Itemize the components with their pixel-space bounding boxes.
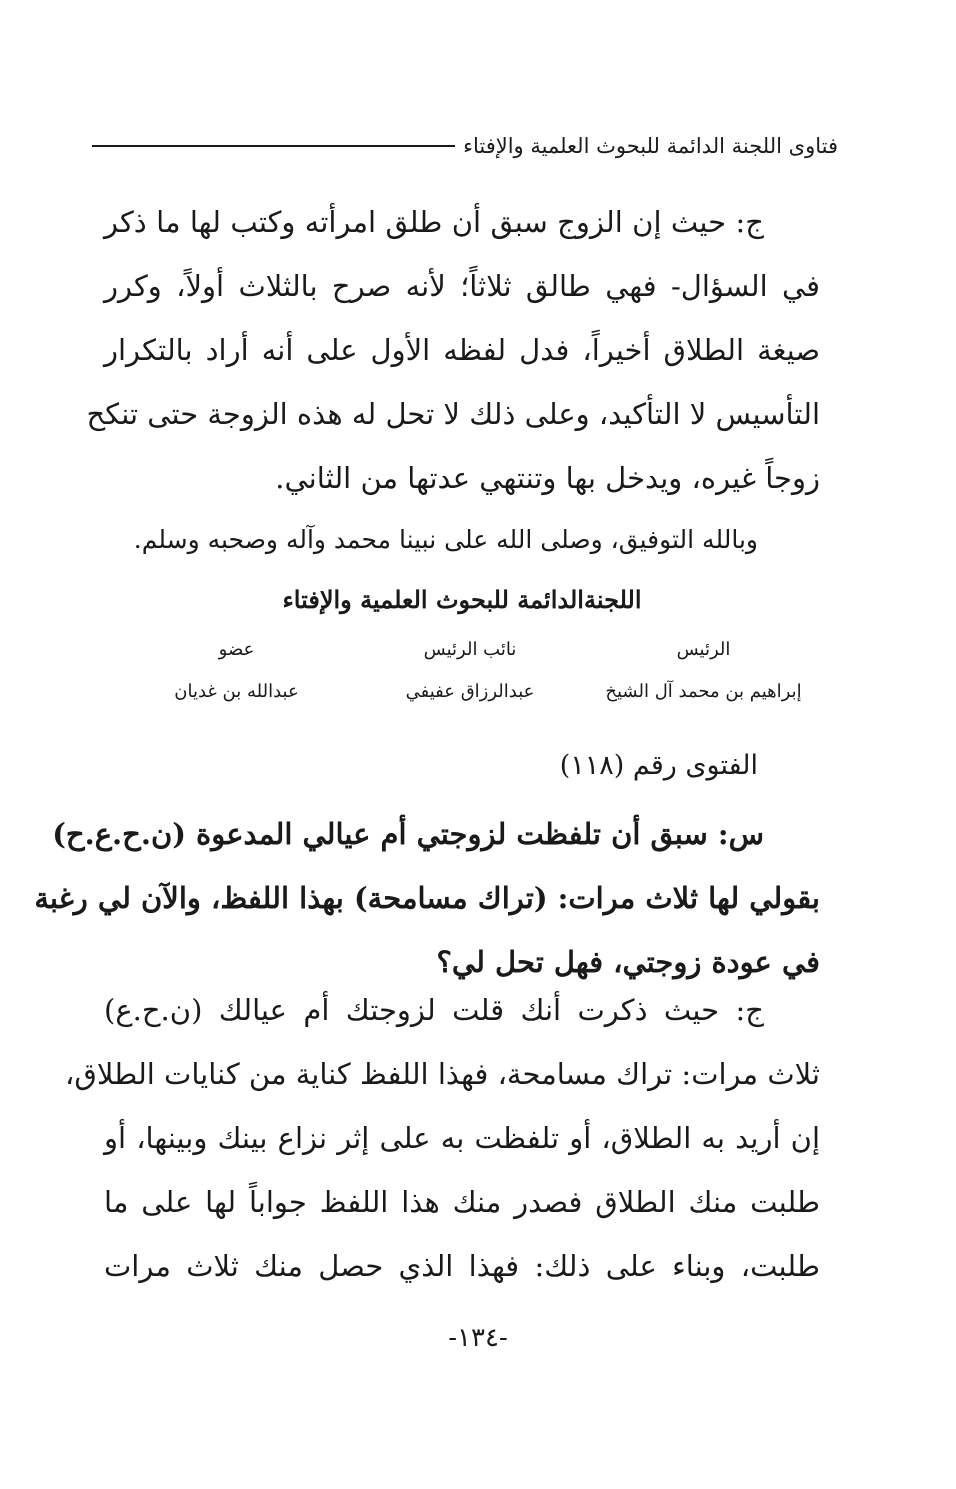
- member-name: عبدالله بن غديان: [174, 681, 299, 702]
- text-line: طلبت، وبناء على ذلك: فهذا الذي حصل منك ثلاث مرات: [104, 1249, 820, 1283]
- signature-titles: [120, 632, 820, 668]
- answer-paragraph-2: [64, 978, 820, 1298]
- text-line: طلبت منك الطلاق فصدر منك هذا اللفظ جواباً لها على ما: [104, 1185, 820, 1219]
- text-line: ج: حيث ذكرت أنك قلت لزوجتك أم عيالك (ن.ح.ع): [104, 993, 764, 1027]
- text-line: صيغة الطلاق أخيراً، فدل لفظه الأول على أنه أراد بالتكرار: [104, 333, 820, 367]
- member-title: عضو: [218, 639, 255, 660]
- text-line: بقولي لها ثلاث مرات: (تراك مسامحة) بهذا اللفظ، والآن لي رغبة: [34, 881, 820, 915]
- header-rule: [92, 145, 455, 147]
- text-line: في السؤال- فهي طالق ثلاثاً؛ لأنه صرح بالثلاث أولاً، وكرر: [104, 269, 820, 303]
- header-title: فتاوى اللجنة الدائمة للبحوث العلمية والإفتاء: [463, 134, 838, 158]
- president-name: إبراهيم بن محمد آل الشيخ: [605, 681, 802, 702]
- text-line: إن أريد به الطلاق، أو تلفظت به على إثر نزاع بينك وبينها، أو: [104, 1121, 820, 1155]
- text-line: ج: حيث إن الزوج سبق أن طلق امرأته وكتب لها ما ذكر: [104, 205, 764, 239]
- question-paragraph: [34, 802, 820, 994]
- page-number: -١٣٤-: [448, 1323, 508, 1353]
- text-line: س: سبق أن تلفظت لزوجتي أم عيالي المدعوة (ن.ح.ع.ح): [52, 817, 764, 851]
- committee-name: اللجنةالدائمة للبحوث العلمية والإفتاء: [282, 585, 642, 614]
- text-line: ثلاث مرات: تراك مسامحة، فهذا اللفظ كناية من كنايات الطلاق،: [64, 1057, 820, 1091]
- fatwa-number-heading: الفتوى رقم (١١٨): [559, 750, 758, 781]
- text-line: زوجاً غيره، ويدخل بها وتنتهي عدتها من الثاني.: [275, 461, 820, 495]
- text-line: في عودة زوجتي، فهل تحل لي؟: [436, 945, 820, 979]
- text-line: التأسيس لا التأكيد، وعلى ذلك لا تحل له هذه الزوجة حتى تنكح: [86, 397, 820, 431]
- vice-president-name: عبدالرزاق عفيفي: [405, 681, 535, 702]
- president-title: الرئيس: [676, 639, 731, 660]
- vice-president-title: نائب الرئيس: [423, 639, 517, 660]
- signature-names: [120, 674, 820, 710]
- closing-formula: وبالله التوفيق، وصلى الله على نبينا محمد وآله وصحبه وسلم.: [133, 525, 758, 554]
- answer-paragraph-1: [86, 190, 820, 510]
- running-header: [92, 128, 838, 164]
